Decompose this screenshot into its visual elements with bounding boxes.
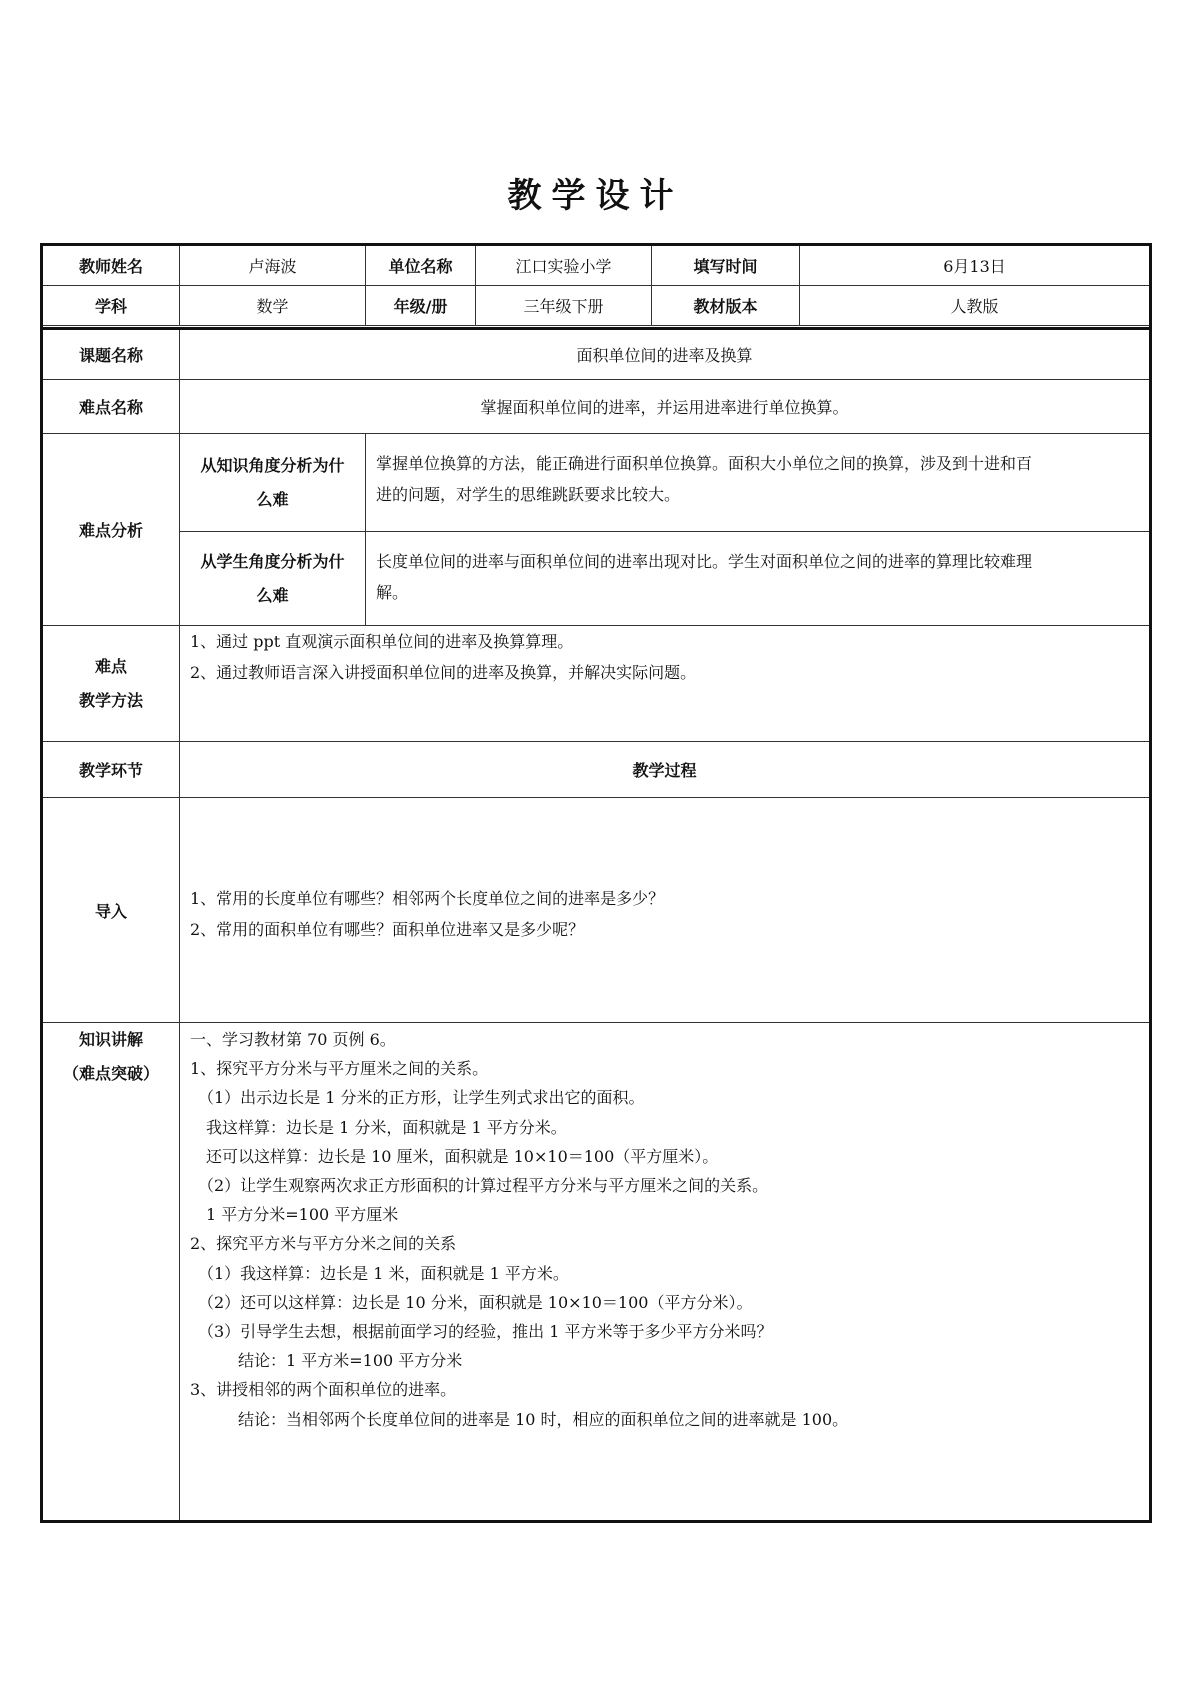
knowledge-label-line: 知识讲解 — [78, 1030, 143, 1049]
grade-value: 三年级下册 — [476, 286, 652, 326]
method-label-line: 教学方法 — [78, 690, 143, 710]
knowledge-label-line: （难点突破） — [62, 1064, 159, 1083]
student-angle-text — [366, 532, 1149, 626]
student-angle-label-line: 么难 — [256, 585, 289, 605]
text-line: 1 平方分米=100 平方厘米 — [190, 1205, 399, 1225]
method-text — [180, 626, 1149, 742]
grade-label: 年级/册 — [366, 286, 476, 326]
text-line: 2、常用的面积单位有哪些？面积单位进率又是多少呢？ — [190, 920, 585, 939]
knowledge-text — [180, 1023, 1149, 1520]
knowledge-angle-label-line: 从知识角度分析为什 — [200, 455, 345, 475]
unit-label: 单位名称 — [366, 246, 476, 286]
intro-text — [180, 798, 1149, 1023]
teacher-label: 教师姓名 — [43, 246, 180, 286]
subject-label: 学科 — [43, 286, 180, 326]
text-line: 2、探究平方米与平方分米之间的关系 — [190, 1234, 457, 1254]
text-line: 长度单位间的进率与面积单位间的进率出现对比。学生对面积单位之间的进率的算理比较难理 — [376, 552, 1033, 571]
method-label-line: 难点 — [94, 656, 127, 676]
topic-label: 课题名称 — [43, 330, 180, 380]
topic-value: 面积单位间的进率及换算 — [180, 330, 1149, 380]
text-line: 3、讲授相邻的两个面积单位的进率。 — [190, 1380, 457, 1400]
subject-value: 数学 — [180, 286, 366, 326]
text-line: 1、探究平方分米与平方厘米之间的关系。 — [190, 1059, 489, 1079]
knowledge-angle-text — [366, 434, 1149, 532]
method-label — [43, 626, 180, 742]
page-title: 教学设计 — [507, 176, 684, 216]
difficulty-value: 掌握面积单位间的进率，并运用进率进行单位换算。 — [180, 380, 1149, 434]
text-line: 结论：当相邻两个长度单位间的进率是 10 时，相应的面积单位之间的进率就是 100。 — [190, 1409, 849, 1429]
knowledge-angle-label — [180, 434, 366, 532]
date-value: 6月13日 — [800, 246, 1149, 286]
student-angle-label-line: 从学生角度分析为什 — [200, 551, 345, 571]
text-line: 我这样算：边长是 1 分米，面积就是 1 平方分米。 — [190, 1117, 567, 1137]
analysis-label: 难点分析 — [43, 434, 180, 626]
text-line: （3）引导学生去想，根据前面学习的经验，推出 1 平方米等于多少平方分米吗？ — [190, 1322, 773, 1342]
student-angle-label — [180, 532, 366, 626]
edition-label: 教材版本 — [652, 286, 800, 326]
edition-value: 人教版 — [800, 286, 1149, 326]
text-line: 1、通过 ppt 直观演示面积单位间的进率及换算算理。 — [190, 632, 574, 651]
process-header-label: 教学过程 — [180, 742, 1149, 798]
date-label: 填写时间 — [652, 246, 800, 286]
text-line: （1）我这样算：边长是 1 米，面积就是 1 平方米。 — [190, 1263, 569, 1283]
text-line: 结论：1 平方米=100 平方分米 — [190, 1351, 463, 1371]
knowledge-angle-label-line: 么难 — [256, 489, 289, 509]
difficulty-label: 难点名称 — [43, 380, 180, 434]
text-line: 解。 — [376, 583, 409, 602]
text-line: 掌握单位换算的方法，能正确进行面积单位换算。面积大小单位之间的换算，涉及到十进和百 — [376, 454, 1033, 473]
teacher-value: 卢海波 — [180, 246, 366, 286]
section-header-label: 教学环节 — [43, 742, 180, 798]
text-line: 1、常用的长度单位有哪些？相邻两个长度单位之间的进率是多少？ — [190, 889, 665, 908]
text-line: 还可以这样算：边长是 10 厘米，面积就是 10×10＝100（平方厘米）。 — [190, 1146, 719, 1166]
lesson-design-table — [40, 243, 1152, 1523]
knowledge-label — [43, 1023, 180, 1520]
text-line: 一、学习教材第 70 页例 6。 — [190, 1030, 396, 1049]
text-line: （2）让学生观察两次求正方形面积的计算过程平方分米与平方厘米之间的关系。 — [190, 1176, 769, 1196]
text-line: （2）还可以这样算：边长是 10 分米，面积就是 10×10＝100（平方分米）。 — [190, 1292, 753, 1312]
unit-value: 江口实验小学 — [476, 246, 652, 286]
text-line: 进的问题，对学生的思维跳跃要求比较大。 — [376, 485, 681, 504]
text-line: （1）出示边长是 1 分米的正方形，让学生列式求出它的面积。 — [190, 1088, 645, 1108]
intro-label: 导入 — [43, 798, 180, 1023]
text-line: 2、通过教师语言深入讲授面积单位间的进率及换算，并解决实际问题。 — [190, 663, 697, 682]
